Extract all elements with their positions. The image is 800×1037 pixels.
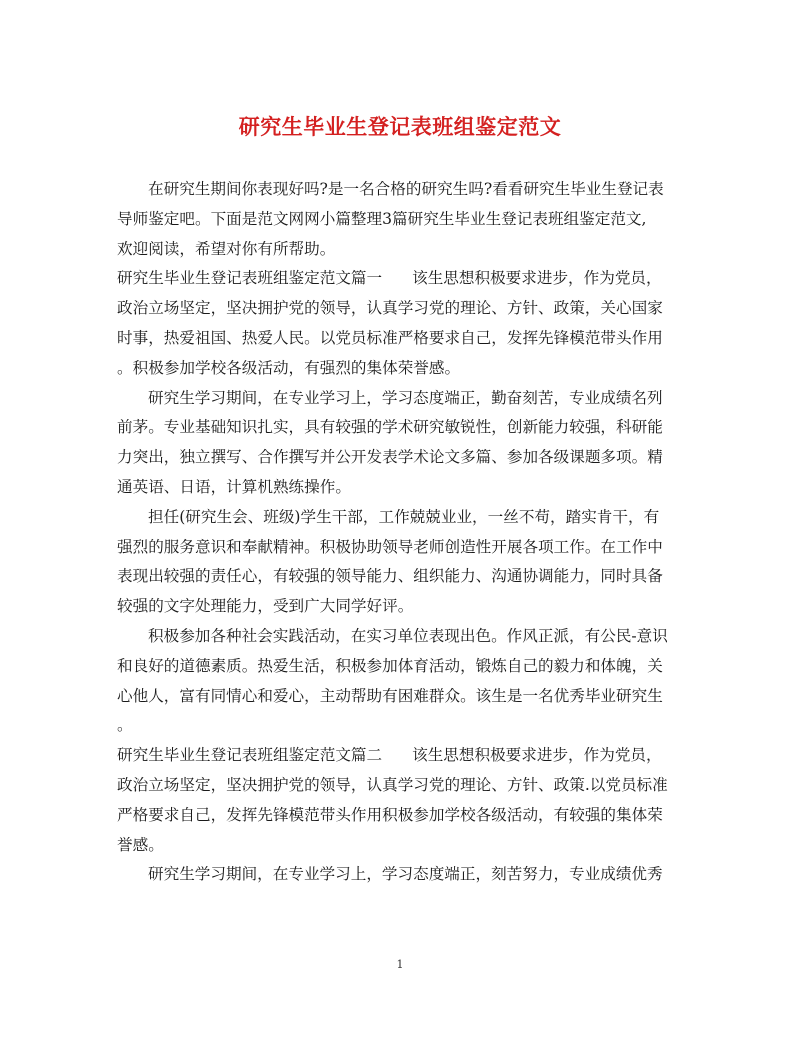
paragraph-line: 政治立场坚定，坚决拥护党的领导，认真学习党的理论、方针、政策.以党员标准 (117, 775, 668, 794)
paragraph-line: 表现出较强的责任心，有较强的领导能力、组织能力、沟通协调能力，同时具备 (117, 567, 663, 586)
section-heading: 研究生毕业生登记表班组鉴定范文篇一 (117, 269, 383, 288)
paragraph-line: 研究生学习期间，在专业学习上，学习态度端正，勤奋刻苦，专业成绩名列 (148, 388, 663, 407)
paragraph-line: 前茅。专业基础知识扎实，具有较强的学术研究敏锐性，创新能力较强，科研能 (117, 418, 663, 437)
paragraph-line: 。积极参加学校各级活动，有强烈的集体荣誉感。 (117, 358, 461, 377)
paragraph-line: 政治立场坚定，坚决拥护党的领导，认真学习党的理论、方针、政策，关心国家 (117, 299, 663, 318)
paragraph-line: 。 (117, 716, 133, 735)
paragraph-line: 誉感。 (117, 835, 164, 854)
paragraph-line: 时事，热爱祖国、热爱人民。以党员标准严格要求自己，发挥先锋模范带头作用 (117, 328, 663, 347)
section-heading-line (117, 741, 683, 771)
paragraph-line: 积极参加各种社会实践活动，在实习单位表现出色。作风正派，有公民-意识 (148, 626, 668, 645)
paragraph-line: 通英语、日语，计算机熟练操作。 (117, 477, 351, 496)
paragraph-line: 力突出，独立撰写、合作撰写并公开发表学术论文多篇、参加各级课题多项。精 (117, 448, 663, 467)
paragraph-text: 该生思想积极要求进步，作为党员， (412, 746, 662, 765)
paragraph-line: 导师鉴定吧。下面是范文网网小篇整理3篇研究生毕业生登记表班组鉴定范文, (117, 209, 647, 228)
paragraph-line: 欢迎阅读，希望对你有所帮助。 (117, 239, 336, 258)
section-heading-line (117, 264, 683, 294)
paragraph-line: 严格要求自己，发挥先锋模范带头作用积极参加学校各级活动，有较强的集体荣 (117, 805, 663, 824)
paragraph-line: 在研究生期间你表现好吗?是一名合格的研究生吗?看看研究生毕业生登记表 (148, 180, 664, 198)
paragraph-line: 研究生学习期间，在专业学习上，学习态度端正，刻苦努力，专业成绩优秀 (148, 865, 663, 884)
paragraph-line: 较强的文字处理能力，受到广大同学好评。 (117, 597, 414, 616)
paragraph-line: 和良好的道德素质。热爱生活，积极参加体育活动，锻炼自己的毅力和体魄，关 (117, 656, 663, 675)
section-heading: 研究生毕业生登记表班组鉴定范文篇二 (117, 746, 383, 765)
paragraph-text: 该生思想积极要求进步，作为党员， (412, 269, 662, 288)
paragraph-line: 强烈的服务意识和奉献精神。积极协助领导老师创造性开展各项工作。在工作中 (117, 537, 663, 556)
document-title: 研究生毕业生登记表班组鉴定范文 (238, 114, 562, 139)
document-body (117, 175, 683, 890)
paragraph-line: 担任(研究生会、班级)学生干部，工作兢兢业业，一丝不苟，踏实肯干，有 (148, 507, 660, 526)
page-number: 1 (396, 958, 404, 971)
paragraph-line: 心他人，富有同情心和爱心，主动帮助有困难群众。该生是一名优秀毕业研究生 (117, 686, 663, 705)
